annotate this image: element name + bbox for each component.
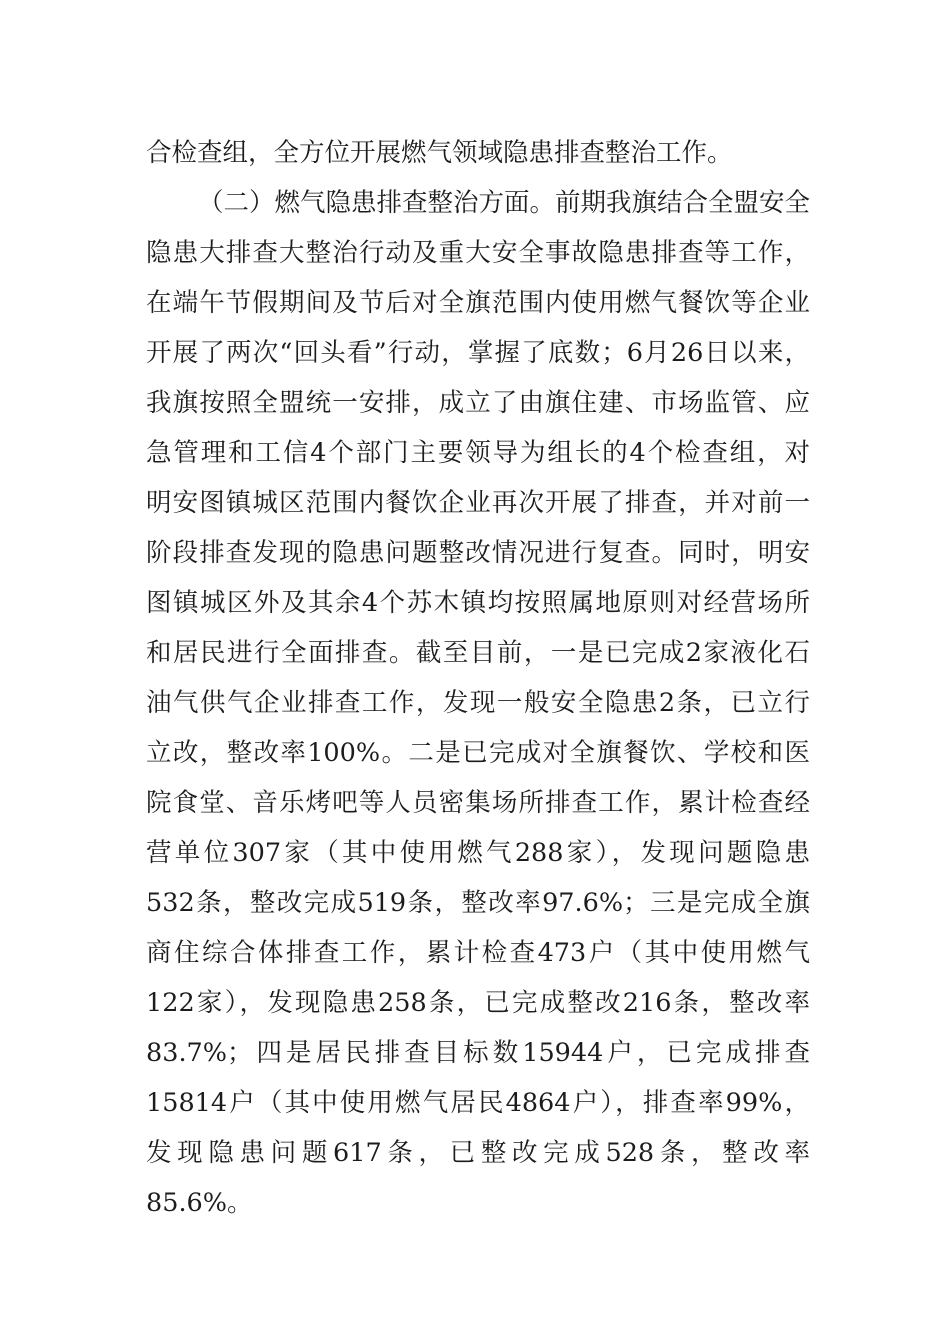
text-line: 15814户（其中使用燃气居民4864户），排查率99%， [146,1088,810,1118]
text-line: 急管理和工信4个部门主要领导为组长的4个检查组，对 [146,438,810,468]
text-line: 和居民进行全面排查。截至目前，一是已完成2家液化石 [146,638,810,668]
text-line: 隐患大排查大整治行动及重大安全事故隐患排查等工作， [146,238,810,268]
text-line: 明安图镇城区范围内餐饮企业再次开展了排查，并对前一 [146,488,810,518]
body-text [146,128,810,1228]
text-line: 85.6%。 [146,1188,253,1218]
text-line: 532条，整改完成519条，整改率97.6%；三是完成全旗 [146,888,810,918]
text-line: （二）燃气隐患排查整治方面。前期我旗结合全盟安全 [198,188,811,218]
text-line: 油气供气企业排查工作，发现一般安全隐患2条，已立行 [146,688,810,718]
text-line: 我旗按照全盟统一安排，成立了由旗住建、市场监管、应 [146,388,810,418]
text-line: 营单位307家（其中使用燃气288家），发现问题隐患 [146,838,810,868]
text-line: 立改，整改率100%。二是已完成对全旗餐饮、学校和医 [146,738,810,768]
text-line: 院食堂、音乐烤吧等人员密集场所排查工作，累计检查经 [146,788,810,818]
text-line: 商住综合体排查工作，累计检查473户（其中使用燃气 [146,938,810,968]
text-line: 合检查组，全方位开展燃气领域隐患排查整治工作。 [146,138,733,168]
text-line: 122家），发现隐患258条，已完成整改216条，整改率 [146,988,810,1018]
text-line: 在端午节假期间及节后对全旗范围内使用燃气餐饮等企业 [146,288,810,318]
text-line: 开展了两次“回头看”行动，掌握了底数；6月26日以来， [146,338,810,368]
text-line: 图镇城区外及其余4个苏木镇均按照属地原则对经营场所 [146,588,810,618]
text-line: 阶段排查发现的隐患问题整改情况进行复查。同时，明安 [146,538,810,568]
text-line: 发现隐患问题617条，已整改完成528条，整改率 [146,1138,810,1168]
text-line: 83.7%；四是居民排查目标数15944户，已完成排查 [146,1038,810,1068]
